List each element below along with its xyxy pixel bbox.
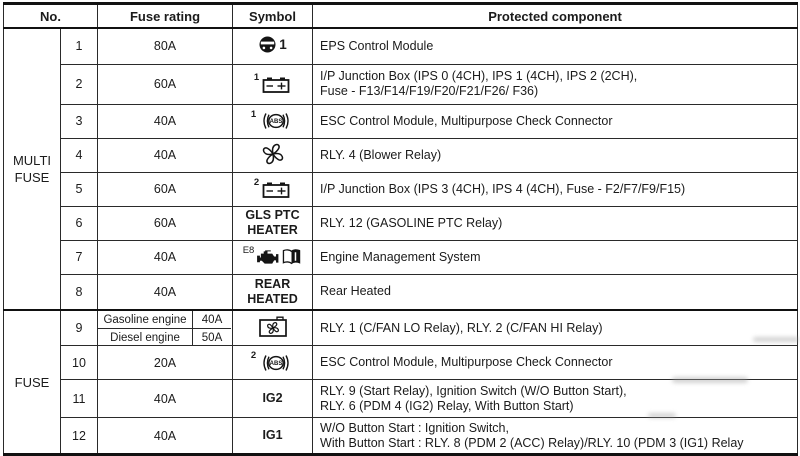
fuse-rating: 50A (201, 331, 223, 344)
table-row (4, 380, 798, 418)
header-fuse-rating: Fuse rating (98, 4, 233, 29)
protected-component (313, 206, 798, 240)
fuse-no: 12 (61, 418, 98, 455)
table-row (4, 64, 798, 104)
component-line: Engine Management System (320, 249, 481, 264)
table-row (4, 240, 798, 274)
symbol-text: IG1 (262, 428, 283, 442)
fuse-no: 1 (61, 28, 98, 64)
symbol-superscript: 2 (253, 176, 260, 188)
page (0, 2, 800, 456)
symbol-text-line: REAR (254, 276, 291, 291)
abs-icon (258, 111, 294, 131)
fuse-no: 5 (61, 172, 98, 206)
fuse-rating: 40A (98, 138, 233, 172)
symbol-suffix: 1 (279, 37, 287, 53)
fuse-rating: 40A (98, 380, 233, 418)
symbol-cell (233, 64, 313, 104)
blower-fan-icon (259, 140, 287, 168)
table-row (4, 274, 798, 310)
table-header-row (4, 4, 798, 29)
protected-component (313, 138, 798, 172)
protected-component (313, 418, 798, 455)
eps-steering-icon (258, 35, 277, 54)
protected-component (313, 240, 798, 274)
scan-artifact (672, 377, 748, 383)
protected-component (313, 310, 798, 346)
table-row (4, 418, 798, 455)
component-line: Fuse - F13/F14/F19/F20/F21/F26/ F36) (320, 84, 539, 98)
symbol-text-line: HEATED (247, 291, 298, 306)
fuse-rating: 60A (98, 64, 233, 104)
fuse-rating: 40A (98, 104, 233, 138)
fuse-rating: 60A (98, 172, 233, 206)
scan-artifact (648, 413, 676, 418)
component-line: I/P Junction Box (IPS 3 (4CH), IPS 4 (4CH), Fuse - F2/F7/F9/F15) (320, 181, 686, 196)
abs-icon-label: ABS (269, 360, 283, 367)
symbol-cell (233, 310, 313, 346)
group-fuse (4, 310, 61, 455)
fuse-no: 6 (61, 206, 98, 240)
protected-component (313, 346, 798, 380)
group-multi-fuse (4, 28, 61, 310)
component-line: RLY. 1 (C/FAN LO Relay), RLY. 2 (C/FAN HI Relay) (320, 320, 603, 335)
component-line: With Button Start : RLY. 8 (PDM 2 (ACC) Relay)/RLY. 10 (PDM 3 (IG1) Relay (320, 435, 744, 450)
symbol-cell (233, 104, 313, 138)
symbol-cell (233, 206, 313, 240)
symbol-cell (233, 418, 313, 455)
component-line: EPS Control Module (320, 38, 434, 53)
group-label-line: FUSE (14, 374, 50, 390)
component-line: RLY. 6 (PDM 4 (IG2) Relay, With Button Start) (320, 398, 574, 413)
component-line: ESC Control Module, Multipurpose Check Connector (320, 355, 613, 369)
protected-component (313, 104, 798, 138)
table-row (4, 310, 798, 346)
component-line: RLY. 9 (Start Relay), Ignition Switch (W/O Button Start), (320, 383, 627, 398)
fuse-no: 4 (61, 138, 98, 172)
book-icon (281, 248, 302, 266)
symbol-cell (233, 28, 313, 64)
battery-icon (261, 75, 291, 94)
fuse-no: 2 (61, 64, 98, 104)
component-line: RLY. 12 (GASOLINE PTC Relay) (320, 215, 503, 230)
table-row (4, 104, 798, 138)
fuse-no: 8 (61, 274, 98, 310)
cooling-fan-box-icon (257, 315, 289, 339)
component-line: I/P Junction Box (IPS 0 (4CH), IPS 1 (4CH), IPS 2 (2CH), (320, 69, 638, 83)
symbol-superscript: E8 (242, 244, 255, 256)
fuse-rating: 20A (98, 346, 233, 380)
table-row (4, 206, 798, 240)
engine-type-label: Gasoline engine (98, 311, 193, 329)
table-row (4, 138, 798, 172)
header-symbol: Symbol (233, 4, 313, 29)
fuse-no: 9 (61, 310, 98, 346)
fuse-no: 3 (61, 104, 98, 138)
symbol-cell (233, 138, 313, 172)
symbol-cell (233, 274, 313, 310)
fuse-table (3, 2, 798, 456)
symbol-cell (233, 172, 313, 206)
symbol-superscript: 1 (253, 71, 260, 83)
component-line: Rear Heated (320, 284, 391, 299)
symbol-text: IG2 (262, 391, 283, 405)
symbol-superscript: 1 (250, 108, 257, 120)
fuse-no: 10 (61, 346, 98, 380)
component-line: RLY. 4 (Blower Relay) (320, 147, 442, 162)
symbol-cell (233, 346, 313, 380)
component-line: W/O Button Start : Ignition Switch, (320, 420, 509, 435)
abs-icon (258, 353, 294, 373)
symbol-superscript: 2 (250, 350, 257, 361)
table-row (4, 172, 798, 206)
group-label-line: FUSE (14, 170, 50, 185)
group-label-line: MULTI (12, 153, 52, 168)
protected-component (313, 274, 798, 310)
fuse-rating: 80A (98, 28, 233, 64)
symbol-text-line: GLS PTC (245, 208, 300, 222)
fuse-no: 7 (61, 240, 98, 274)
fuse-rating: 40A (98, 274, 233, 310)
fuse-rating: 40A (98, 240, 233, 274)
fuse-rating-split (98, 310, 233, 346)
protected-component (313, 64, 798, 104)
component-line: ESC Control Module, Multipurpose Check Connector (320, 113, 613, 128)
symbol-cell (233, 240, 313, 274)
symbol-cell (233, 380, 313, 418)
protected-component (313, 380, 798, 418)
fuse-rating: 60A (98, 206, 233, 240)
abs-icon-label: ABS (269, 119, 283, 126)
fuse-rating: 40A (193, 311, 231, 329)
battery-icon (261, 180, 291, 199)
engine-type-label: Diesel engine (98, 329, 193, 346)
table-row (4, 346, 798, 380)
table-row (4, 28, 798, 64)
header-protected-component: Protected component (313, 4, 798, 29)
engine-icon (255, 248, 280, 266)
symbol-text-line: HEATER (247, 223, 298, 237)
protected-component (313, 172, 798, 206)
protected-component (313, 28, 798, 64)
scan-artifact (753, 337, 799, 342)
fuse-rating: 40A (98, 418, 233, 455)
header-no: No. (4, 4, 98, 29)
fuse-no: 11 (61, 380, 98, 418)
